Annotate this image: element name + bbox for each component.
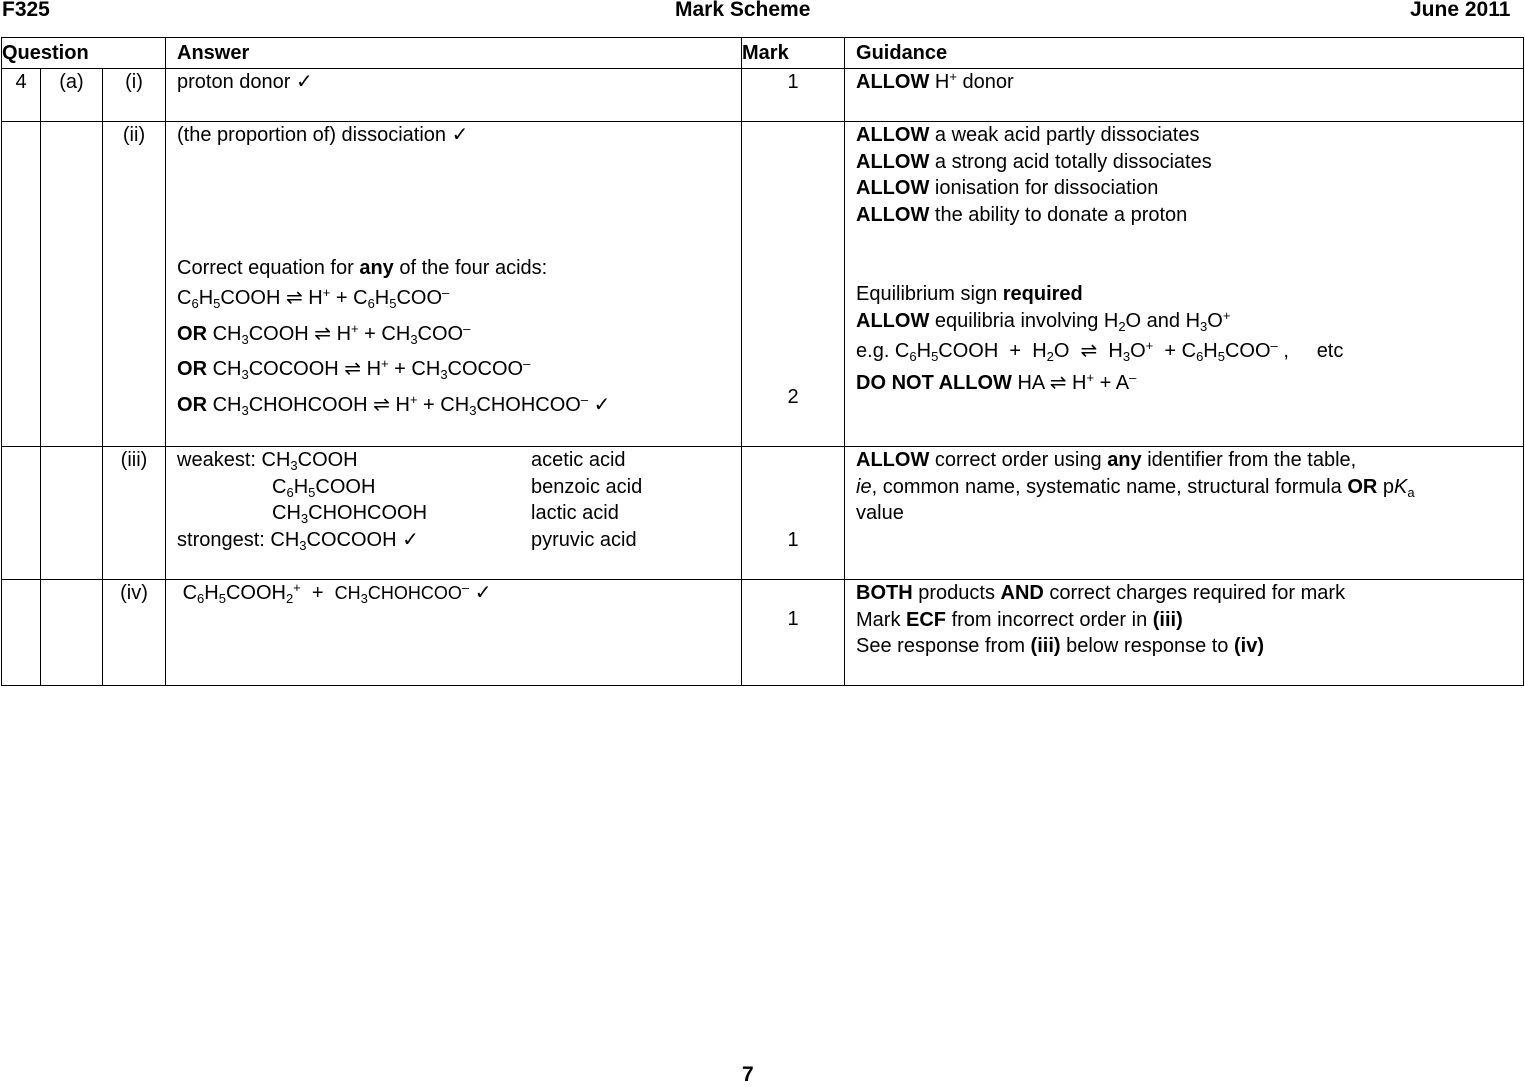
guidance-cell: ALLOW a weak acid partly dissociates ALLOW a strong acid totally dissociates ALLOW ionisation for dissociation ALLOW the ability to donate a proton Equilibrium sign required ALLOW equilibria involving $H_2O$ and $H_3O^+$ e.g. $C_6H_5COOH + H_2O$ ⇌ $H_3O^+ + C_6H_5COO^-$ , etc DO NOT ALLOW HA ⇌ H+ + A– [845, 122, 1524, 447]
table-row [2, 69, 1524, 122]
answer-cell: weakest: $CH_3COOH$ acetic acid $C_6H_5COOH$ benzoic acid $CH_3CHOHCOOH$ lactic acid strongest: $CH_3COCOOH$ ✓ pyruvic acid [166, 447, 742, 580]
table-row [2, 447, 1524, 580]
table-header-row [2, 38, 1524, 69]
acid-name: lactic acid [531, 502, 619, 524]
question-sub: (ii) [103, 122, 166, 447]
question-number: 4 [2, 69, 41, 122]
question-part: (a) [41, 69, 103, 122]
answer-cell: proton donor ✓ [166, 69, 742, 122]
mark-cell: 1 [742, 580, 845, 686]
acid-name: benzoic acid [531, 475, 643, 498]
header-code: F325 [2, 0, 50, 21]
mark-cell: 1 [742, 69, 845, 122]
page-number: 7 [742, 1063, 754, 1086]
guidance-cell: ALLOW correct order using any identifier from the table, ie, common name, systematic name, structural formula OR $pK_a$ value [845, 447, 1524, 580]
acid-name: pyruvic acid [531, 528, 637, 551]
question-sub: (iv) [103, 580, 166, 686]
table-row [2, 122, 1524, 447]
guidance-cell: BOTH products AND correct charges required for mark Mark ECF from incorrect order in (iii) See response from (iii) below response to (iv) [845, 580, 1524, 686]
acid-name: acetic acid [531, 449, 626, 471]
col-answer: Answer [166, 38, 742, 69]
col-question: Question [2, 38, 166, 69]
header-date: June 2011 [1410, 0, 1511, 21]
answer-cell: (the proportion of) dissociation ✓ Correct equation for any of the four acids: $C_6H_5COOH$ ⇌ $H^+ + C_6H_5COO^-$ OR $CH_3COOH$ ⇌ $H^+ + CH_3COO^-$ OR $CH_3COCOOH$ ⇌ $H^+ + CH_3COCOO^-$ OR $CH_3CHOHCOOH$ ⇌ $H^+ + CH_3CHOHCOO^-$ ✓ [166, 122, 742, 447]
question-sub: (iii) [103, 447, 166, 580]
col-guidance: Guidance [845, 38, 1524, 69]
answer-cell: $C_6H_5COOH_2^+$ + $CH_3CHOHCOO^-$ ✓ [166, 580, 742, 686]
mark-cell: 2 [742, 122, 845, 447]
question-sub: (i) [103, 69, 166, 122]
mark-scheme-table [1, 37, 1524, 686]
table-row [2, 580, 1524, 686]
col-mark: Mark [742, 38, 845, 69]
mark-cell: 1 [742, 447, 845, 580]
header-title: Mark Scheme [675, 0, 811, 21]
guidance-cell: ALLOW H+ donor [845, 69, 1524, 122]
